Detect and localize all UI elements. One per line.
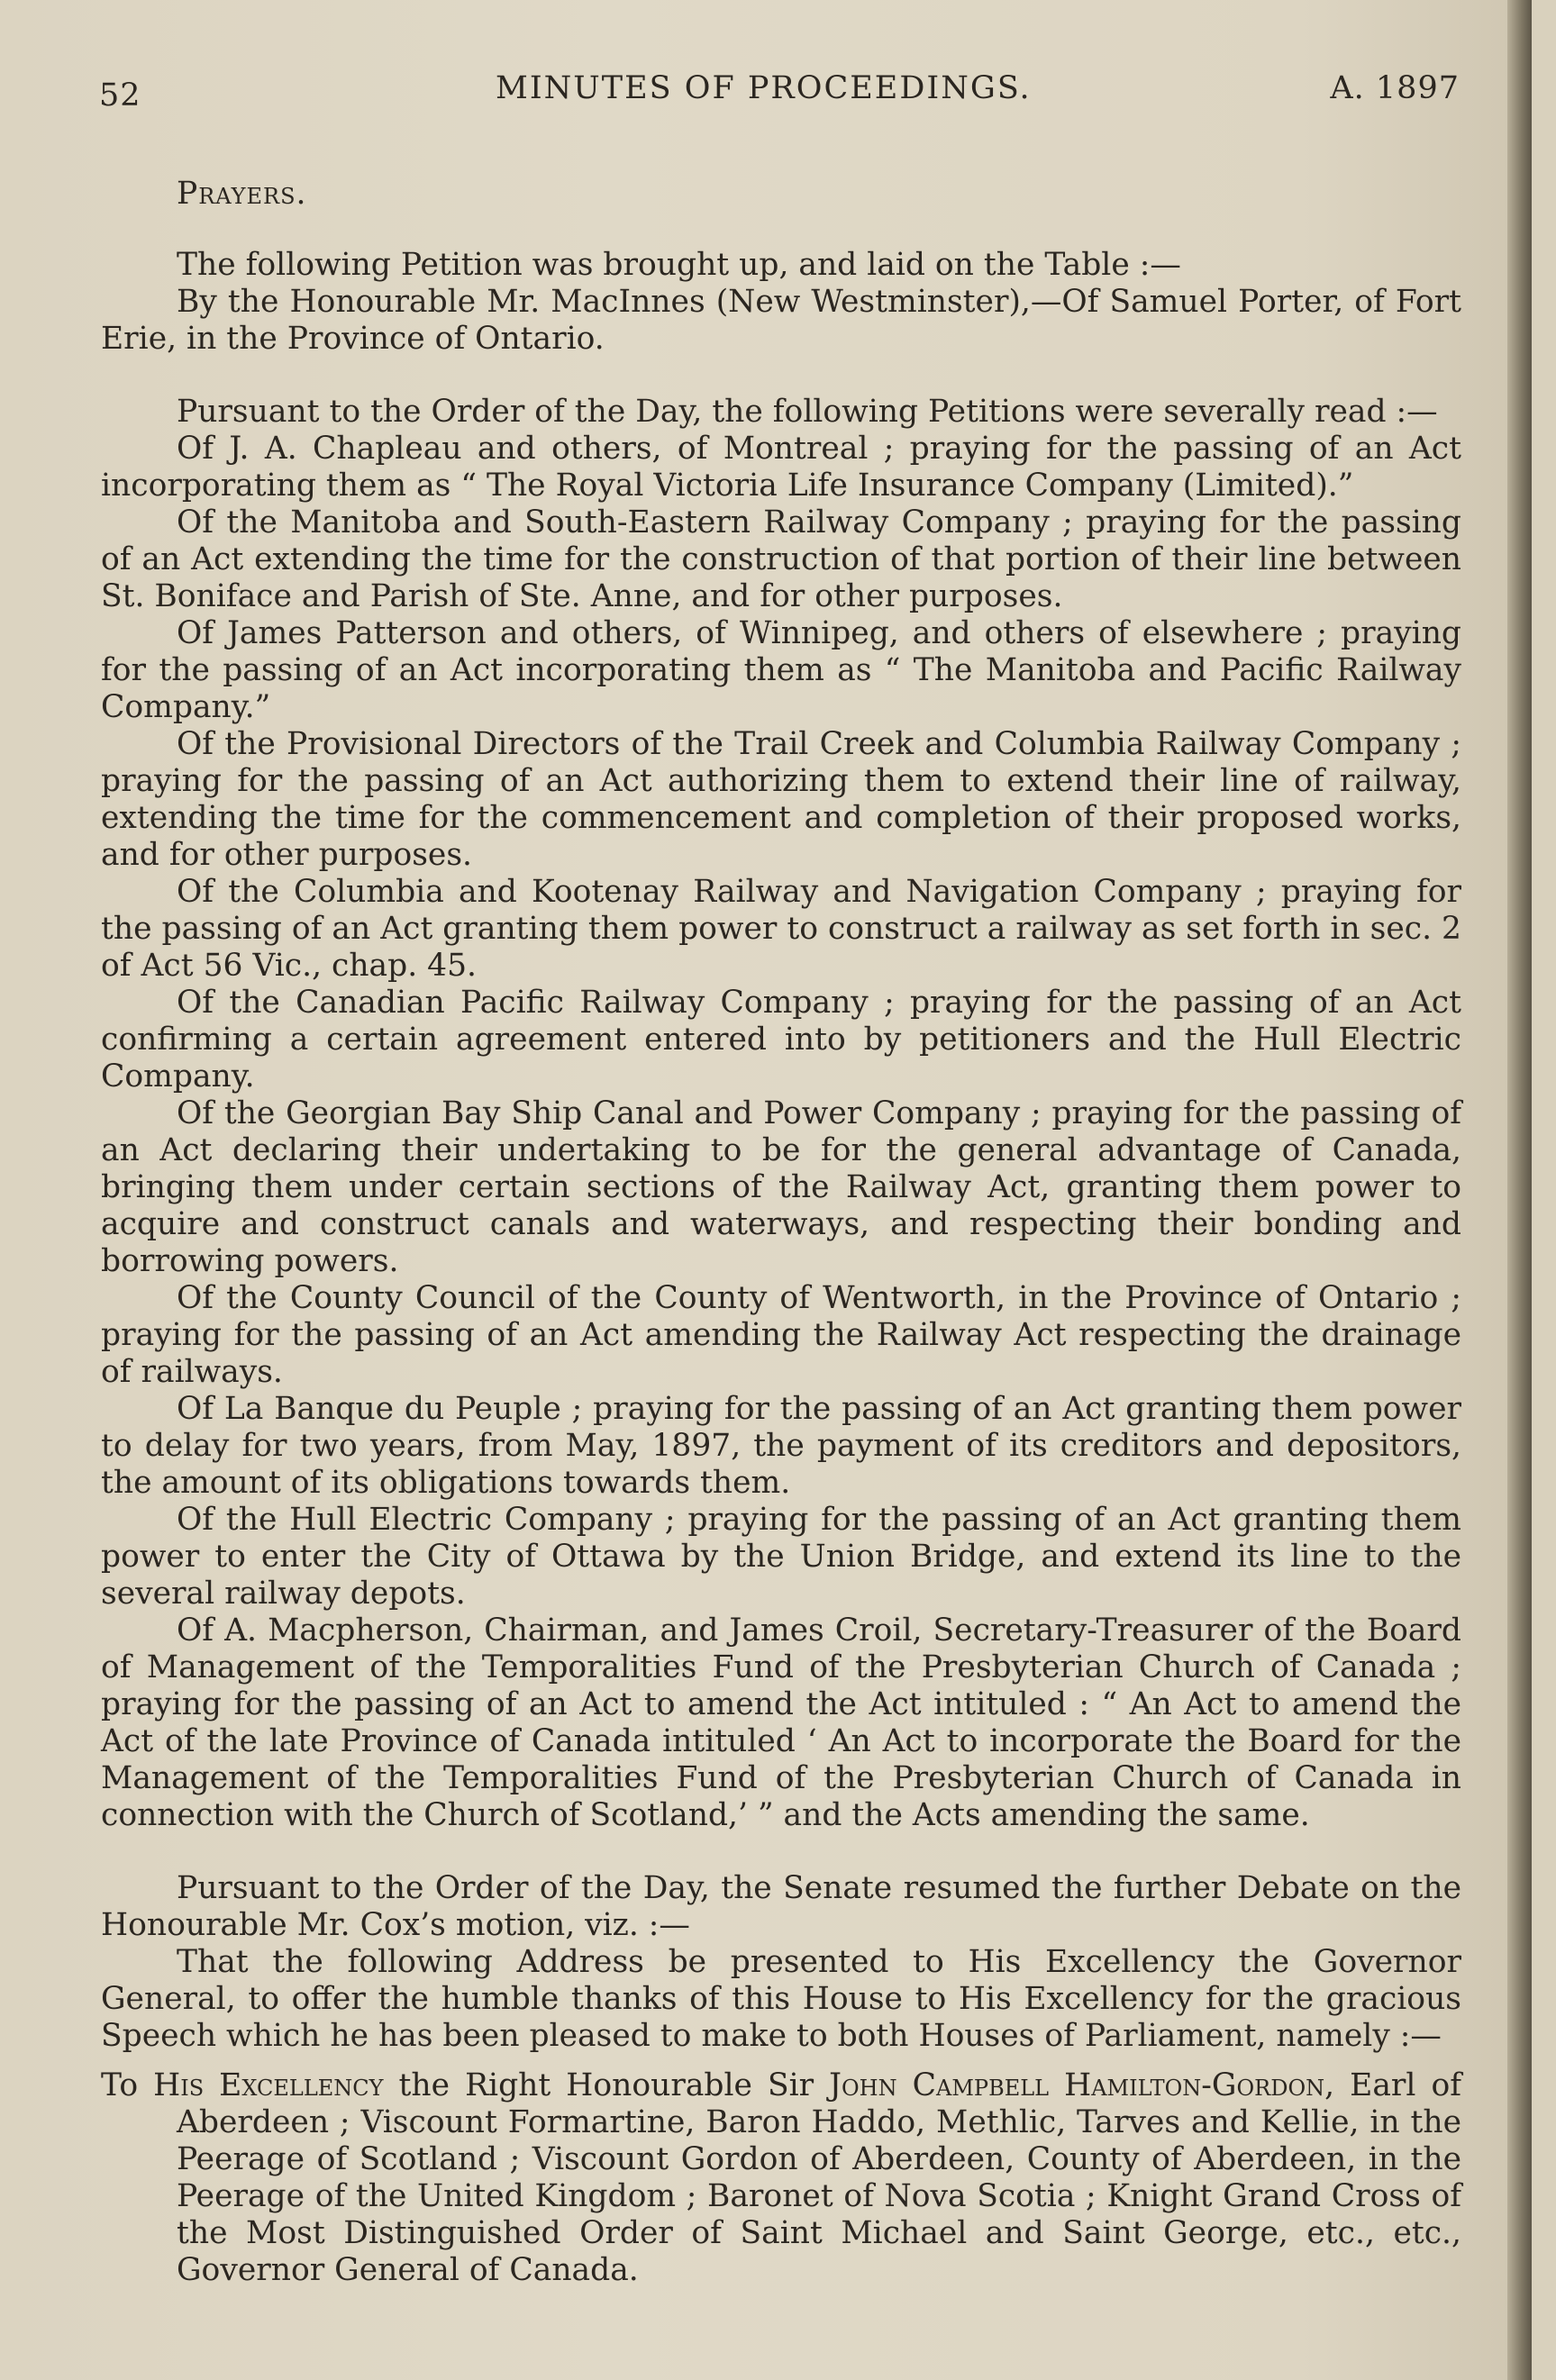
address-rest: Earl of Aberdeen ; Viscount Formartine, Baron Haddo, Methlic, Tarves and Kellie, in the Peerage of Scotland ; Viscount Gordon of Aberdeen, County of Aberdeen, in the Peerage of the United Kingdom ; Baronet of Nova Scotia ; Knight Grand Cross of the Most Distinguished Order of Saint Michael and Saint George, etc., etc., Governor General of Canada. — [177, 2067, 1461, 2288]
paragraph: The following Petition was brought up, and laid on the Table :— — [177, 247, 1181, 283]
petition-item: Of La Banque du Peuple ; praying for the passing of an Act granting them power to delay for two years, from May, 1897, the payment of its creditors and depositors, the amount of its obligations towards them. — [101, 1391, 1461, 1501]
address-name: John Campbell Hamilton-Gordon, — [829, 2067, 1335, 2103]
session-year: A. 1897 — [1330, 70, 1460, 106]
petition-item: Of the Georgian Bay Ship Canal and Power Company ; praying for the passing of an Act declaring their undertaking to be for the general advantage of Canada, bringing them under certain sections of the Railway Act, granting them power to acquire and construct canals and waterways, and respecting their bonding and borrowing powers. — [101, 1095, 1461, 1279]
petition-item: Of James Patterson and others, of Winnipeg, and others of elsewhere ; praying for the passing of an Act incorporating them as “ The Manitoba and Pacific Railway Company.” — [101, 615, 1461, 725]
address-mid: the Right Honourable Sir — [383, 2067, 830, 2103]
petition-item: Of the Provisional Directors of the Trail Creek and Columbia Railway Company ; praying for the passing of an Act authorizing them to extend their line of railway, extending the time for the commencement and completion of their proposed works, and for other purposes. — [101, 726, 1461, 873]
page-title: MINUTES OF PROCEEDINGS. — [496, 70, 1032, 106]
paragraph: Pursuant to the Order of the Day, the Senate resumed the further Debate on the Honourable Mr. Cox’s motion, viz. :— — [101, 1870, 1461, 1943]
book-spine-edge — [1507, 0, 1532, 2380]
document-body — [101, 176, 1461, 2289]
paragraph: Pursuant to the Order of the Day, the following Petitions were severally read :— — [177, 394, 1438, 430]
spacer — [101, 358, 1461, 394]
petition-item: Of the County Council of the County of Wentworth, in the Province of Ontario ; praying for the passing of an Act amending the Railway Act respecting the drainage of railways. — [101, 1280, 1461, 1390]
section-heading: Prayers. — [177, 176, 307, 212]
petition-item: Of the Hull Electric Company ; praying for the passing of an Act granting them power to enter the City of Ottawa by the Union Bridge, and extend its line to the several railway depots. — [101, 1502, 1461, 1612]
petition-item: Of the Canadian Pacific Railway Company ; praying for the passing of an Act confirming a certain agreement entered into by petitioners and the Hull Electric Company. — [101, 985, 1461, 1095]
petition-item: Of A. Macpherson, Chairman, and James Croil, Secretary-Treasurer of the Board of Management of the Temporalities Fund of the Presbyterian Church of Canada ; praying for the passing of an Act to amend the Act intituled : “ An Act to amend the Act of the late Province of Canada intituled ‘ An Act to incorporate the Board for the Management of the Temporalities Fund of the Presbyterian Church of Canada in connection with the Church of Scotland,’ ” and the Acts amending the same. — [101, 1612, 1461, 1833]
paragraph: By the Honourable Mr. MacInnes (New Westminster),—Of Samuel Porter, of Fort Erie, in the Province of Ontario. — [101, 284, 1461, 357]
address-excellency: His Excellency — [153, 2067, 384, 2103]
paragraph: That the following Address be presented to His Excellency the Governor General, to offer the humble thanks of this House to His Excellency for the gracious Speech which he has been pleased to make to both Houses of Parliament, namely :— — [101, 1944, 1461, 2054]
petition-item: Of the Columbia and Kootenay Railway and Navigation Company ; praying for the passing of an Act granting them power to construct a railway as set forth in sec. 2 of Act 56 Vic., chap. 45. — [101, 874, 1461, 984]
page-number: 52 — [99, 77, 141, 114]
address-prefix: To — [101, 2067, 154, 2103]
spacer — [101, 1834, 1461, 1870]
petition-item: Of the Manitoba and South-Eastern Railway Company ; praying for the passing of an Act extending the time for the construction of that portion of their line between St. Boniface and Parish of Ste. Anne, and for other purposes. — [101, 504, 1461, 614]
petition-item: Of J. A. Chapleau and others, of Montreal ; praying for the passing of an Act incorporating them as “ The Royal Victoria Life Insurance Company (Limited).” — [101, 431, 1461, 504]
address-salutation — [101, 2067, 1461, 2289]
running-head — [99, 70, 1460, 124]
